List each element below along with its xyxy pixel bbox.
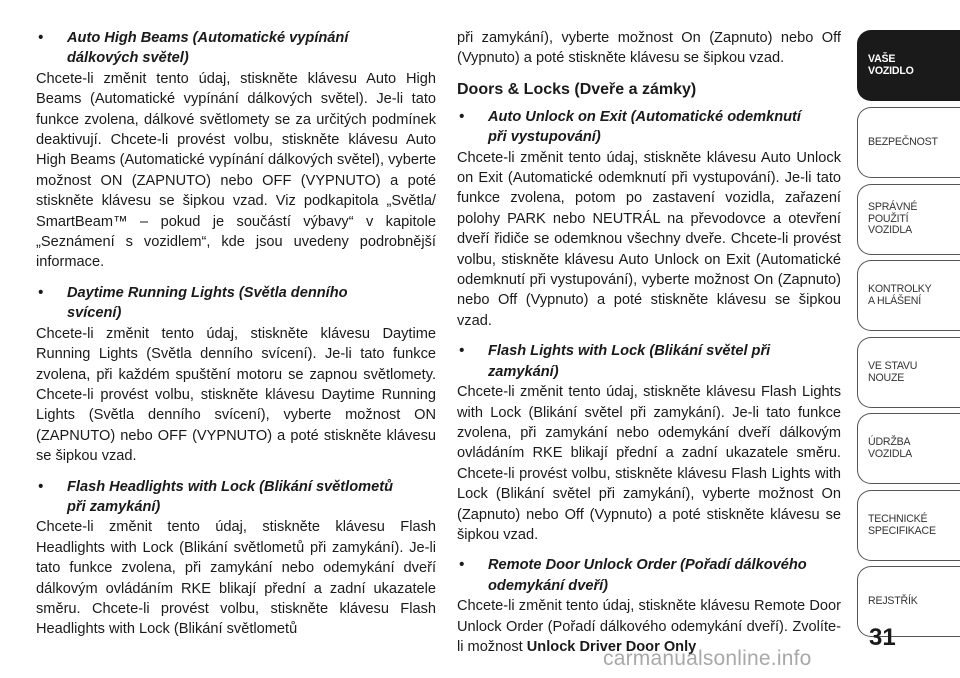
paragraph-continuation: při zamykání), vyberte možnost On (Zapnuto) nebo Off (Vypnuto) a poté stiskněte klávesu se šipkou vzad.: [457, 30, 841, 67]
tab-label-line: POUŽITÍ: [868, 212, 909, 225]
bullet-icon: •: [459, 557, 465, 574]
tab-label-line: SPRÁVNÉ: [868, 201, 918, 214]
tab-udrzba-vozidla[interactable]: [857, 413, 960, 484]
bullet-heading-auto-unlock: [457, 107, 841, 148]
tab-label-line: VE STAVU: [868, 360, 918, 372]
tab-bezpecnost[interactable]: [857, 107, 960, 178]
left-column: [36, 28, 436, 650]
heading-line-1: Flash Lights with Lock (Blikání světel při: [488, 343, 771, 360]
right-column: [457, 28, 841, 667]
tab-kontrolky-a-hlaseni[interactable]: [857, 260, 960, 331]
paragraph-daytime-running-lights: Chcete-li změnit tento údaj, stiskněte klávesu Daytime Running Lights (Světla denního svícení). Je-li tato funkce zvolena, při každém spuštění motoru se zapnou světlomety. Chcete-li provést volbu, stiskněte klávesu Daytime Running Lights (Světla denního svícení), vyberte možnost ON (ZAPNUTO) nebo OFF (VYPNUTO) a poté stiskněte klávesu se šipkou vzad.: [36, 325, 436, 465]
tab-technicke-specifikace[interactable]: [857, 490, 960, 561]
tab-label-line: VAŠE: [868, 53, 896, 65]
bullet-icon: •: [38, 284, 44, 301]
bullet-icon: •: [38, 30, 44, 46]
bullet-icon: •: [38, 478, 44, 495]
tab-label-line: KONTROLKY: [868, 283, 932, 295]
tab-label-line: BEZPEČNOST: [868, 135, 938, 148]
bullet-icon: •: [459, 108, 465, 125]
heading-line-1: Daytime Running Lights (Světla denního: [67, 284, 348, 301]
bullet-heading-daytime-running-lights: [36, 283, 436, 324]
bullet-heading-remote-unlock: [457, 555, 841, 596]
heading-line-1: Remote Door Unlock Order (Pořadí dálkového: [488, 557, 807, 574]
heading-line-1: Auto High Beams (Automatické vypínání: [67, 30, 349, 46]
tab-spravne-pouziti-vozidla[interactable]: [857, 184, 960, 255]
paragraph-flash-lights: Chcete-li změnit tento údaj, stiskněte klávesu Flash Lights with Lock (Blikání světel při zamykání). Je-li tato funkce zvolena, při zamykání nebo odemykání dveří dálkovým ovládáním RKE blikají přední a zadní ukazatele směru. Chcete-li provést volbu, stiskněte klávesu Flash Lights with Lock (Blikání světel při zamykání), vyberte možnost On (Zapnuto) nebo Off (Vypnuto) a poté stiskněte klávesu se šipkou vzad.: [457, 384, 841, 543]
paragraph-auto-high-beams: Chcete-li změnit tento údaj, stiskněte klávesu Auto High Beams (Automatické vypínání dálkových světel). Je-li tato funkce zvolena, dálkové světlomety se za určitých podmínek deaktivují. Chcete-li provést volbu, stiskněte klávesu Auto High Beams (Automatické vypínání dálkových světel), vyberte možnost ON (ZAPNUTO) nebo OFF (VYPNUTO) a poté stiskněte klávesu se šipkou vzad. Viz podkapitola „Světla/ SmartBeam™ – pokud je součástí výbavy“ v kapitole „Seznámení s vozidlem“, kde jsou uvedeny podrobnější informace.: [36, 70, 436, 271]
paragraph-auto-unlock: Chcete-li změnit tento údaj, stiskněte klávesu Auto Unlock on Exit (Automatické odemknutí při vystupování). Je-li tato funkce zvolena, potom po zastavení vozidla, zařazení polohy PARK nebo NEUTRÁL na převodovce a otevření dveří řidiče se odemknou všechny dveře. Chcete-li provést volbu, stiskněte klávesu Auto Unlock on Exit (Automatické odemknutí při vystupování), vyberte možnost On (Zapnuto) nebo Off (Vypnuto) a poté stiskněte klávesu se šipkou vzad.: [457, 149, 841, 329]
paragraph-text: Chcete-li změnit tento údaj, stiskněte klávesu Remote Door Unlock Order (Pořadí dálkového odemykání dveří). Zvolíte-li možnost: [457, 598, 841, 655]
page-number: 31: [869, 624, 896, 651]
heading-line-2: dálkových světel): [67, 50, 189, 67]
tab-label-line: SPECIFIKACE: [868, 524, 936, 537]
tab-label-line: ÚDRŽBA: [868, 436, 911, 448]
tab-label-line: VOZIDLA: [868, 447, 912, 460]
tab-label-line: NOUZE: [868, 371, 905, 384]
chapter-tabs: [857, 0, 960, 678]
bullet-icon: •: [459, 343, 465, 360]
bullet-heading-flash-lights: [457, 341, 841, 382]
bullet-heading-flash-headlights: [36, 477, 436, 518]
heading-line-2: zamykání): [488, 363, 559, 380]
heading-line-1: Auto Unlock on Exit (Automatické odemknutí: [488, 108, 801, 125]
tab-ve-stavu-nouze[interactable]: [857, 337, 960, 408]
heading-line-2: odemykání dveří): [488, 577, 609, 594]
heading-line-2: při vystupování): [488, 129, 601, 146]
tab-label-line: VOZIDLO: [868, 64, 914, 77]
watermark: carmanualsonline.info: [603, 647, 812, 670]
tab-vase-vozidlo[interactable]: [857, 30, 960, 101]
heading-line-2: svícení): [67, 305, 122, 322]
heading-line-1: Flash Headlights with Lock (Blikání světlometů: [67, 478, 393, 495]
paragraph-flash-headlights: Chcete-li změnit tento údaj, stiskněte klávesu Flash Headlights with Lock (Blikání světlometů při zamykání). Je-li tato funkce zvolena, při zamykání nebo odemykání dveří dálkovým ovládáním RKE blikají přední a zadní ukazatele směru. Chcete-li provést volbu, stiskněte klávesu Flash Headlights with Lock (Blikání světlometů: [36, 519, 436, 638]
tab-label-line: VOZIDLA: [868, 224, 912, 237]
section-heading-doors-locks: Doors & Locks (Dveře a zámky): [457, 80, 697, 98]
bold-option-text: Unlock Driver Door Only: [526, 638, 697, 655]
bullet-heading-auto-high-beams: [36, 28, 436, 69]
tab-label-line: REJSTŘÍK: [868, 594, 918, 607]
tab-label-line: TECHNICKÉ: [868, 513, 928, 525]
tab-label-line: A HLÁŠENÍ: [868, 294, 921, 307]
heading-line-2: při zamykání): [67, 498, 161, 515]
